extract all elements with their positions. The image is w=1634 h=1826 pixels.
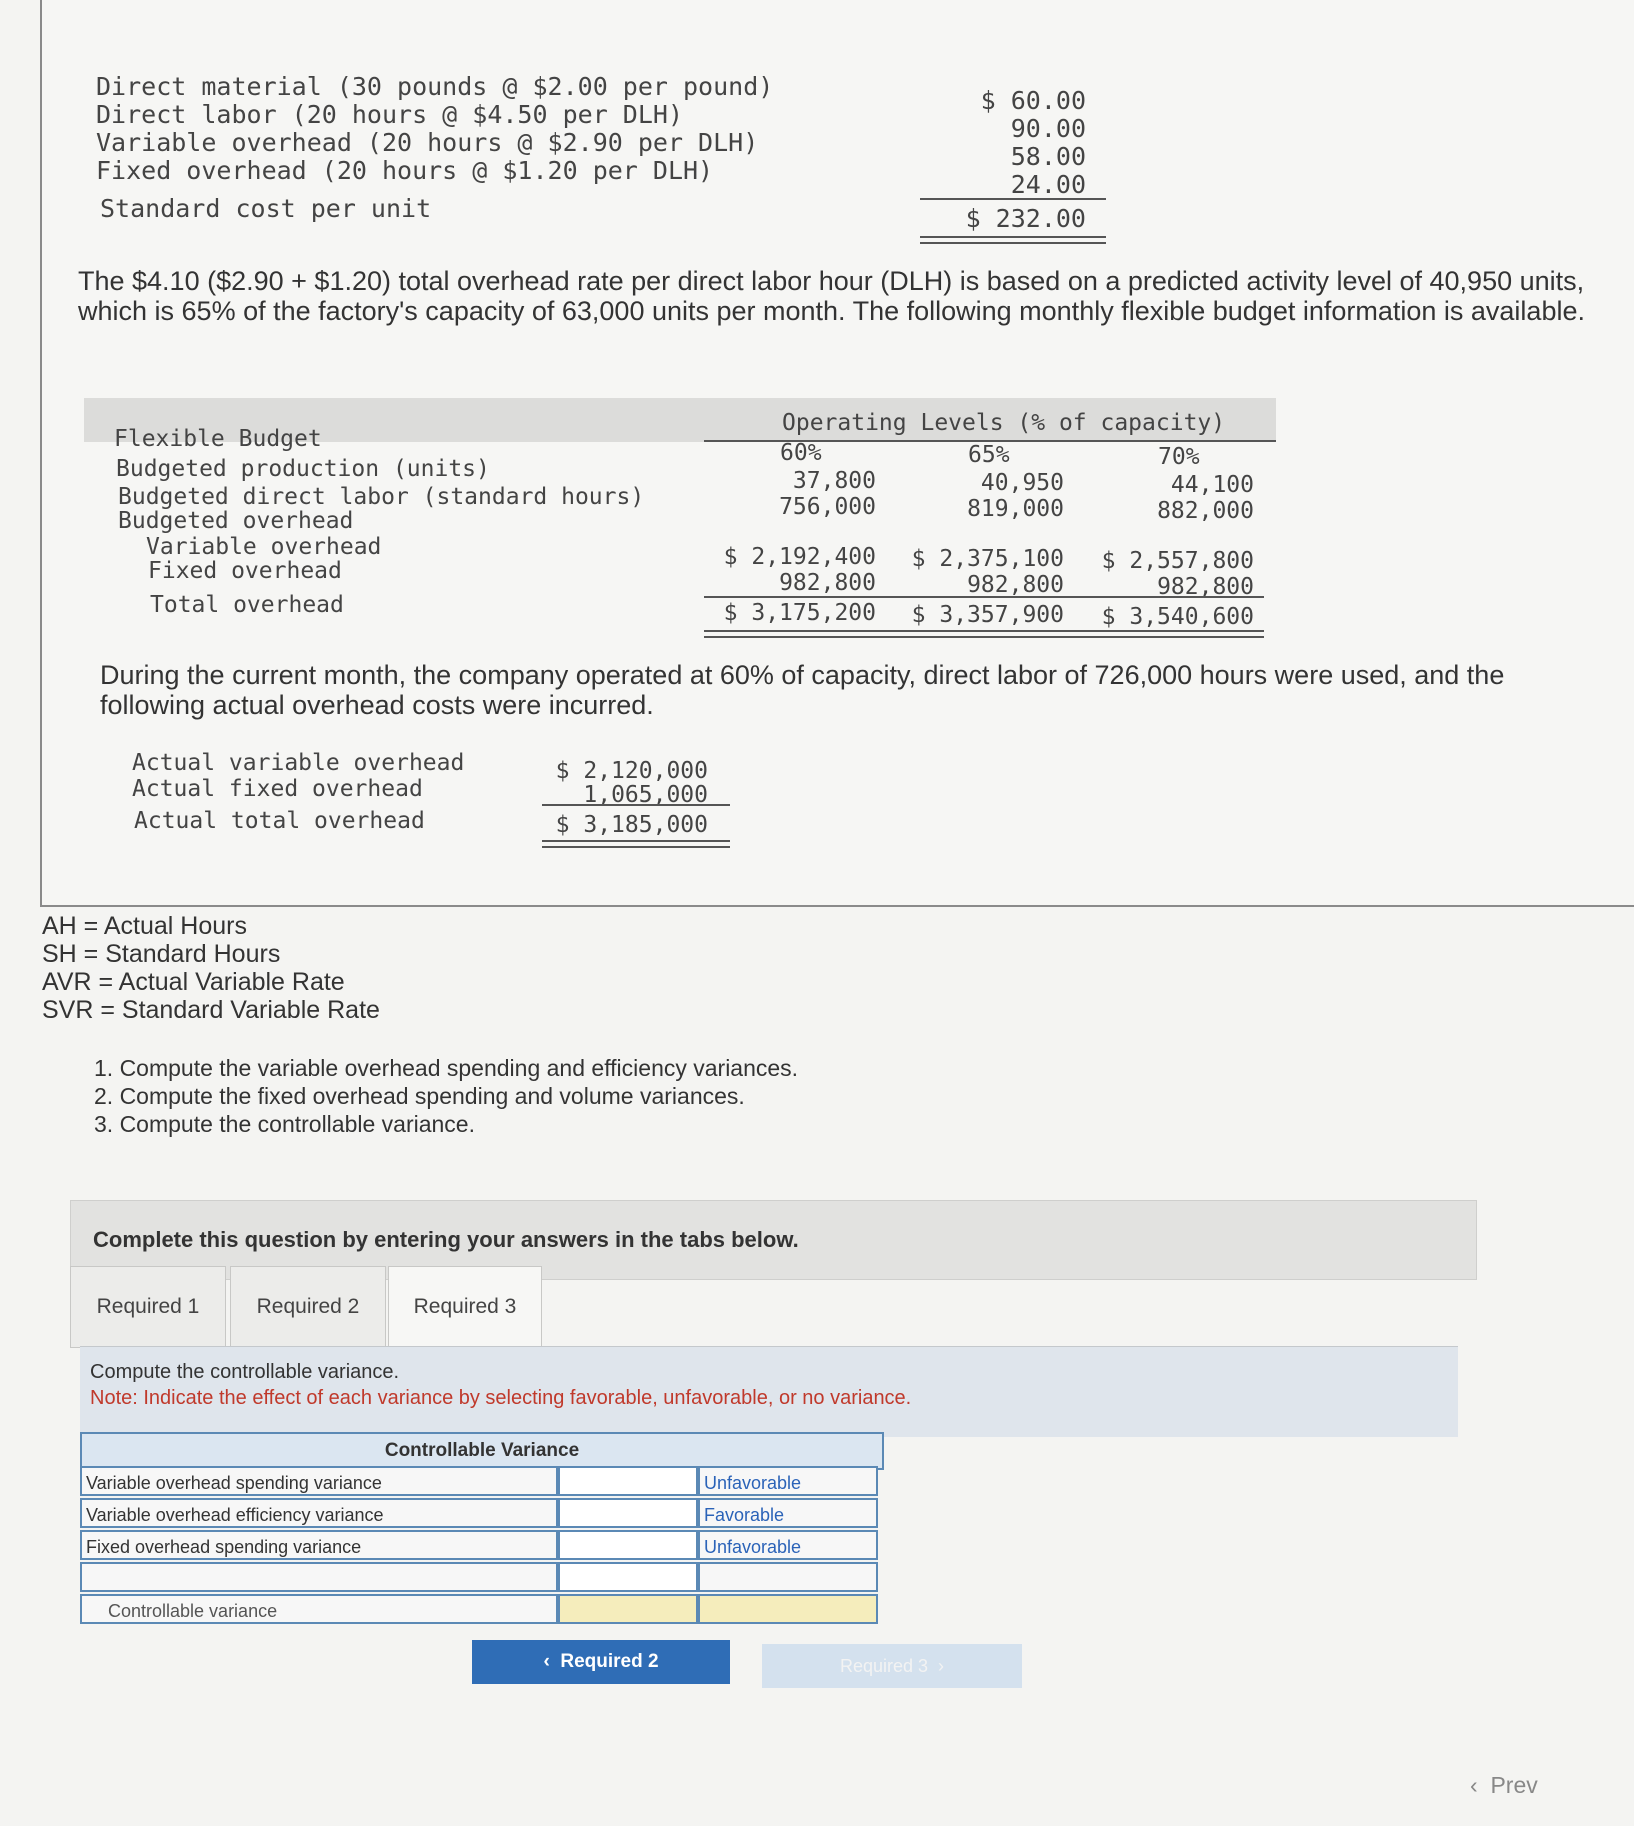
fb-dlh-65: 819,000 [967,496,1064,522]
variance-amount-input-fo-spending[interactable] [558,1530,698,1560]
prev-page-label: Prev [1490,1772,1538,1798]
glossary-sh: SH = Standard Hours [42,940,281,968]
variance-effect-select-blank[interactable] [698,1562,878,1592]
cost-amount-direct-material: $ 60.00 [980,86,1086,115]
cost-line-direct-labor: Direct labor (20 hours @ $4.50 per DLH) [96,100,683,129]
controllable-variance-total-effect[interactable] [698,1594,878,1624]
variance-amount-input-vo-efficiency[interactable] [558,1498,698,1528]
prev-page-link[interactable] [1470,1772,1538,1799]
previous-required-label: Required 2 [560,1651,659,1672]
actual-total-value: $ 3,185,000 [555,812,708,838]
fb-fixed-oh-65: 982,800 [967,572,1064,598]
fb-row-label-budgeted-overhead: Budgeted overhead [118,508,354,534]
chevron-left-icon: ‹ [543,1651,561,1672]
table-row [80,1594,880,1628]
flexible-budget-title: Flexible Budget [114,426,322,452]
cost-line-fixed-overhead: Fixed overhead (20 hours @ $1.20 per DLH) [96,156,714,185]
fb-total-oh-65: $ 3,357,900 [911,602,1064,628]
question-3: 3. Compute the controllable variance. [94,1111,475,1137]
cost-amount-variable-overhead: 58.00 [1010,142,1086,171]
fb-total-oh-70: $ 3,540,600 [1101,604,1254,630]
next-required-button[interactable] [762,1644,1022,1688]
variance-label-vo-spending: Variable overhead spending variance [80,1466,558,1496]
next-required-label: Required 3 [839,1656,929,1676]
glossary-avr: AVR = Actual Variable Rate [42,968,345,996]
fb-production-65: 40,950 [980,470,1064,496]
intro-paragraph: The $4.10 ($2.90 + $1.20) total overhead rate per direct labor hour (DLH) is based on a predicted activity level of 40,950 units, which is 65% of the factory's capacity of 63,000 units per month. The following monthly flexible budget information is available. [78,266,1585,326]
fb-row-label-production: Budgeted production (units) [116,456,490,482]
glossary-svr: SVR = Standard Variable Rate [42,996,380,1024]
standard-cost-total-label: Standard cost per unit [100,194,432,223]
variance-label-vo-efficiency: Variable overhead efficiency variance [80,1498,558,1528]
level-70: 70% [1158,444,1200,470]
fb-fixed-oh-60: 982,800 [779,570,876,596]
instruction-note: Note: Indicate the effect of each variance by selecting favorable, unfavorable, or no variance. [90,1387,912,1409]
fb-row-label-variable-overhead: Variable overhead [146,534,382,560]
variance-effect-select-fo-spending[interactable]: Unfavorable [698,1530,878,1560]
controllable-variance-header: Controllable Variance [80,1432,884,1470]
chevron-left-icon: ‹ [1470,1772,1491,1798]
variance-effect-select-vo-spending[interactable]: Unfavorable [698,1466,878,1496]
variance-effect-select-vo-efficiency[interactable]: Favorable [698,1498,878,1528]
fb-total-double-rule [704,630,1264,638]
fb-row-label-direct-labor: Budgeted direct labor (standard hours) [118,484,645,510]
fb-production-60: 37,800 [792,468,876,494]
cost-line-variable-overhead: Variable overhead (20 hours @ $2.90 per DLH) [96,128,759,157]
table-row [80,1530,880,1564]
cost-line-direct-material: Direct material (30 pounds @ $2.00 per pound) [96,72,774,101]
tab-required-3[interactable]: Required 3 [388,1266,542,1349]
variance-label-blank[interactable] [80,1562,558,1592]
level-60: 60% [780,440,822,466]
fb-variable-oh-60: $ 2,192,400 [723,544,876,570]
actual-variable-label: Actual variable overhead [132,750,465,776]
fb-production-70: 44,100 [1170,472,1254,498]
actual-fixed-label: Actual fixed overhead [132,776,423,802]
actual-variable-value: $ 2,120,000 [555,758,708,784]
fb-row-label-total-overhead: Total overhead [150,592,344,618]
tab-instruction-area [80,1346,1458,1437]
actual-total-label: Actual total overhead [134,808,425,834]
fb-dlh-60: 756,000 [779,494,876,520]
table-row [80,1466,880,1500]
fb-subtotal-rule [704,596,1264,598]
actual-subtotal-rule [542,804,730,806]
fb-fixed-oh-70: 982,800 [1157,574,1254,600]
tab-required-2[interactable]: Required 2 [230,1266,386,1348]
cost-total-double-rule [920,236,1106,244]
banner-text: Complete this question by entering your answers in the tabs below. [93,1227,799,1252]
variance-amount-input-vo-spending[interactable] [558,1466,698,1496]
fb-variable-oh-65: $ 2,375,100 [911,546,1064,572]
fb-row-label-fixed-overhead: Fixed overhead [148,558,342,584]
glossary [42,912,380,1024]
question-list [94,1054,798,1138]
question-1: 1. Compute the variable overhead spending and efficiency variances. [94,1055,799,1081]
previous-required-button[interactable] [472,1640,730,1684]
level-65: 65% [968,442,1010,468]
actual-total-double-rule [542,840,730,848]
actual-fixed-value: 1,065,000 [583,782,708,808]
controllable-variance-total-label: Controllable variance [80,1594,558,1624]
glossary-ah: AH = Actual Hours [42,912,247,940]
table-row [80,1562,880,1596]
instruction-line-1: Compute the controllable variance. [90,1361,400,1383]
operating-levels-header: Operating Levels (% of capacity) [782,410,1226,436]
variance-amount-input-blank[interactable] [558,1562,698,1592]
standard-cost-total-amount: $ 232.00 [965,204,1086,233]
cost-amount-direct-labor: 90.00 [1010,114,1086,143]
fb-variable-oh-70: $ 2,557,800 [1101,548,1254,574]
fb-dlh-70: 882,000 [1157,498,1254,524]
variance-label-fo-spending: Fixed overhead spending variance [80,1530,558,1560]
cost-amount-fixed-overhead: 24.00 [1010,170,1086,199]
fb-total-oh-60: $ 3,175,200 [723,600,876,626]
chevron-right-icon: › [928,1656,945,1676]
table-row [80,1498,880,1532]
question-2: 2. Compute the fixed overhead spending and volume variances. [94,1083,745,1109]
tab-required-1[interactable]: Required 1 [70,1266,226,1348]
current-month-paragraph: During the current month, the company operated at 60% of capacity, direct labor of 726,000 hours were used, and the following actual overhead costs were incurred. [100,660,1505,720]
cost-subtotal-rule [920,198,1106,200]
controllable-variance-total-amount[interactable] [558,1594,698,1624]
